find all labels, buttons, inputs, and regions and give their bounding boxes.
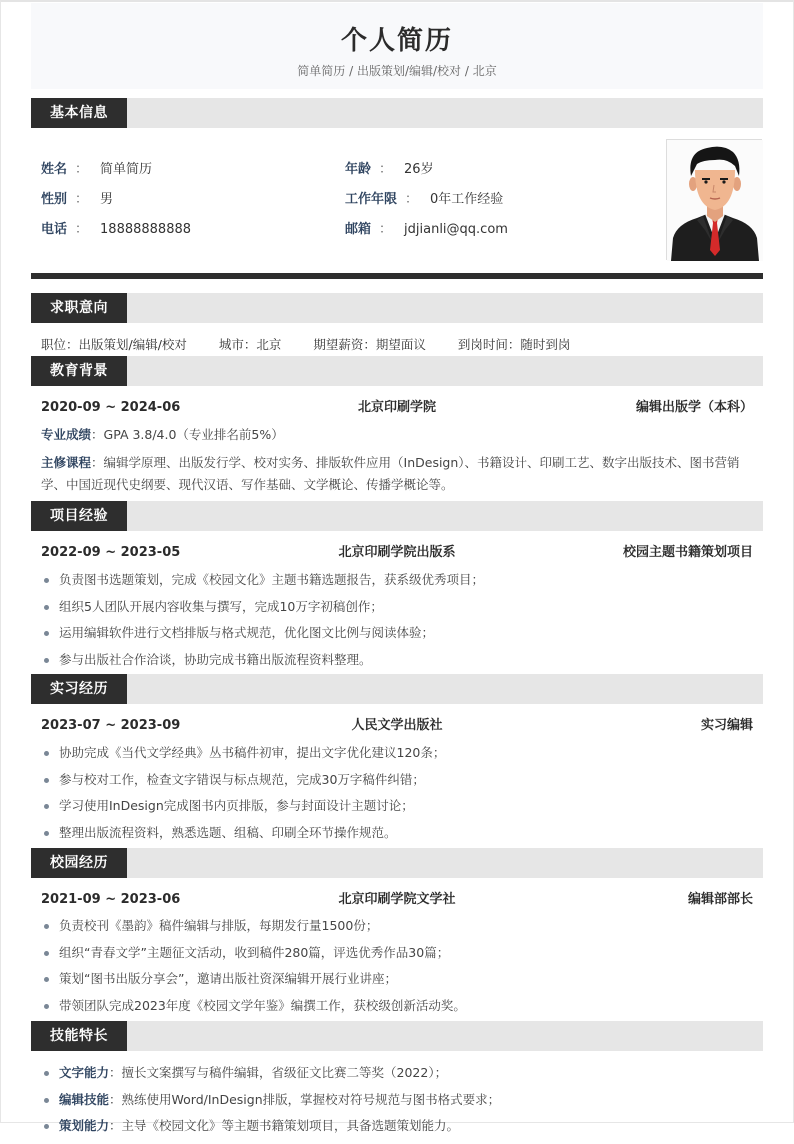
gpa-label: 专业成绩 [41,427,92,442]
info-work-years: 工作年限 ： 0年工作经验 [345,192,504,207]
education-school: 北京印刷学院 [357,400,436,415]
resume-header [31,3,763,89]
avatar-photo [666,139,762,260]
info-value: jdjianli@qq.com [404,222,508,237]
list-item: 学习使用InDesign完成图书内页排版，参与封面设计主题讨论； [41,797,753,824]
page-title: 个人简历 [340,26,453,56]
courses-label: 主修课程 [41,455,92,470]
section-title: 实习经历 [31,674,127,704]
info-email: 邮箱 ： jdjianli@qq.com [345,222,508,237]
campus-role: 编辑部部长 [687,892,753,907]
education-period: 2020-09 ~ 2024-06 [41,400,181,415]
section-skills [31,1021,763,1051]
list-item: 运用编辑软件进行文档排版与格式规范，优化图文比例与阅读体验； [41,624,753,651]
skill-label: 编辑技能 [59,1091,110,1107]
internship-role: 实习编辑 [700,718,753,733]
section-campus [31,848,763,878]
intent-city: 城市：北京 [218,337,282,352]
intent-arrival: 到岗时间：随时到岗 [457,337,571,352]
section-title: 教育背景 [31,356,127,386]
info-label: 性别 [41,192,68,207]
list-item: 协助完成《当代文学经典》丛书稿件初审，提出文字优化建议120条； [41,744,753,771]
section-title: 求职意向 [31,293,127,323]
internship-org: 人民文学出版社 [351,718,443,733]
skill-value: ：熟练使用Word/InDesign排版，掌握校对符号规范与图书格式要求； [109,1091,501,1107]
section-title: 项目经验 [31,501,127,531]
info-label: 姓名 [41,162,68,177]
skill-value: ：擅长文案撰写与稿件编辑，省级征文比赛二等奖（2022）； [109,1065,448,1080]
project-role: 校园主题书籍策划项目 [622,545,753,560]
section-basic-info [31,98,763,128]
project-header-row [41,544,753,562]
section-job-intent [31,293,763,323]
list-item: 负责校刊《墨韵》稿件编辑与排版，每期发行量1500份； [41,917,753,944]
courses-value: ：编辑学原理、出版发行学、校对实务、排版软件应用（InDesign）、书籍设计、印刷工艺、数字出版技术、图书营销学、中国近现代史纲要、现代汉语、写作基础、文学概论、传播学概论等。 [41,455,740,492]
section-title: 技能特长 [31,1021,127,1051]
education-courses [41,452,753,496]
section-projects [31,501,763,531]
list-item: 组织“青春文学”主题征文活动，收到稿件280篇，评选优秀作品30篇； [41,944,753,971]
info-value: 0年工作经验 [430,192,504,207]
list-item: 组织5人团队开展内容收集与撰写，完成10万字初稿创作； [41,598,753,625]
intent-salary: 期望薪资：期望面议 [313,337,426,352]
section-divider [31,273,763,279]
campus-bullets [41,917,753,1023]
skill-label: 策划能力 [59,1118,110,1133]
list-item: 整理出版流程资料，熟悉选题、组稿、印刷全环节操作规范。 [41,824,753,851]
list-item: 负责图书选题策划，完成《校园文化》主题书籍选题报告，获系级优秀项目； [41,571,753,598]
list-item: 带领团队完成2023年度《校园文学年鉴》编撰工作，获校级创新活动奖。 [41,997,753,1024]
project-org: 北京印刷学院出版系 [338,545,456,560]
info-value: 26岁 [404,162,434,177]
info-value: 男 [100,192,114,207]
info-age: 年龄 ： 26岁 [345,162,434,177]
section-title: 基本信息 [31,98,127,128]
info-label: 邮箱 [345,222,372,237]
info-label: 电话 [41,222,68,237]
education-gpa [41,424,753,446]
project-period: 2022-09 ~ 2023-05 [41,545,181,560]
info-name: 姓名 ： 简单简历 [41,162,153,177]
education-header-row [41,399,753,417]
person-portrait-icon [667,140,763,261]
internship-bullets [41,744,753,850]
info-phone: 电话 ： 18888888888 [41,222,192,237]
section-title: 校园经历 [31,848,127,878]
intent-position: 职位：出版策划/编辑/校对 [41,337,187,352]
skills-bullets [41,1064,753,1144]
gpa-value: ：GPA 3.8/4.0（专业排名前5%） [91,427,284,442]
job-intent-row [41,336,598,354]
internship-period: 2023-07 ~ 2023-09 [41,718,181,733]
info-gender: 性别 ： 男 [41,192,114,207]
campus-period: 2021-09 ~ 2023-06 [41,892,181,907]
section-internship [31,674,763,704]
info-label: 年龄 [345,162,372,177]
skill-label: 文字能力 [59,1065,110,1080]
info-value: 简单简历 [100,162,153,177]
list-item: 参与校对工作，检查文字错误与标点规范，完成30万字稿件纠错； [41,771,753,798]
info-value: 18888888888 [100,222,192,237]
skill-item [41,1064,753,1091]
education-major: 编辑出版学（本科） [635,400,753,415]
section-education [31,356,763,386]
skill-item [41,1091,753,1118]
list-item: 策划“图书出版分享会”，邀请出版社资深编辑开展行业讲座； [41,970,753,997]
list-item: 参与出版社合作洽谈，协助完成书籍出版流程资料整理。 [41,651,753,678]
info-label: 工作年限 [345,192,398,207]
skill-value: ：主导《校园文化》等主题书籍策划项目，具备选题策划能力。 [109,1118,460,1133]
project-bullets [41,571,753,677]
skill-item [41,1117,753,1144]
campus-header-row [41,891,753,909]
internship-header-row [41,717,753,735]
page-subtitle: 简单简历 / 出版策划/编辑/校对 / 北京 [297,64,497,78]
campus-org: 北京印刷学院文学社 [338,892,456,907]
